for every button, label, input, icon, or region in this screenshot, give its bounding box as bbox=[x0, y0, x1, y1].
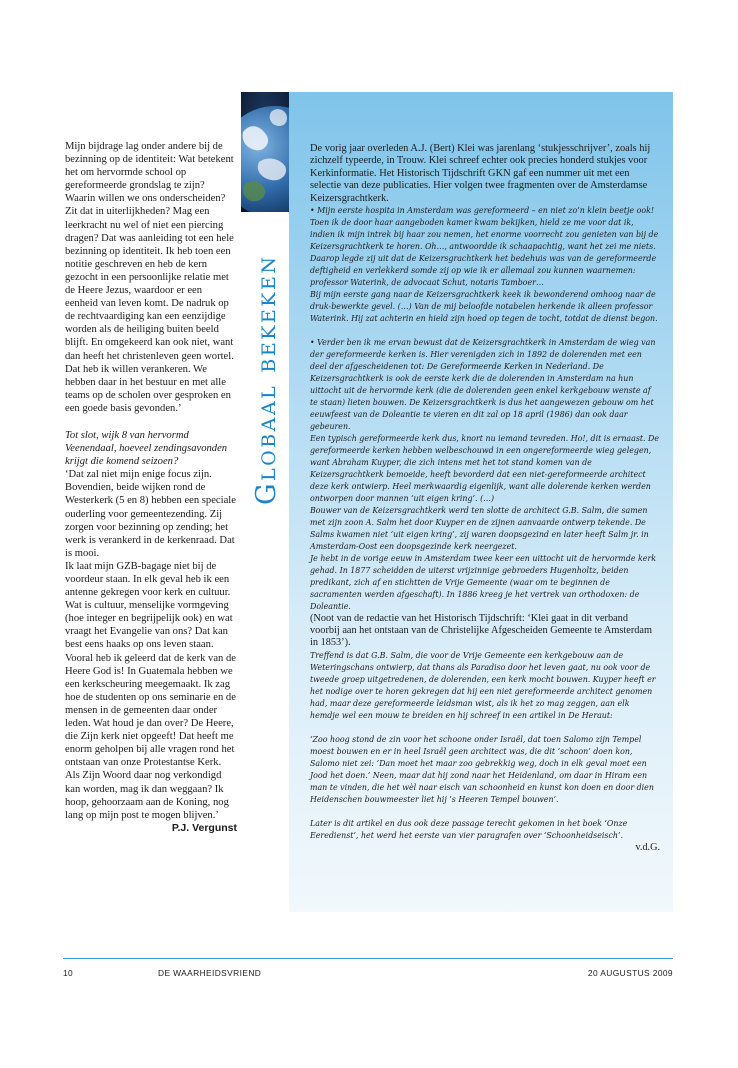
article-body bbox=[310, 143, 660, 854]
fragment-2-paragraph-2: Een typisch gereformeerde kerk dus, knort nu iemand tevreden. Ho!, dit is ernaast. De gereformeerde kerken hebben welbeschouwd in een ongereformeerde wieg gelegen, want Abraham Kuyper, die zich intens met het tot stand komen van de Keizersgrachtkerk bemoeide, heeft bevorderd dat een niet-gereformeerde architect deze kerk ontwierp. Heel merkwaardig eigenlijk, want alle dolerende kerken werden ontworpen door mannen ‘uit eigen kring’. (…) bbox=[310, 434, 660, 504]
footer-rule bbox=[63, 958, 673, 959]
heraut-quote: ‘Zoo hoog stond de zin voor het schoone onder Israël, dat toen Salomo zijn Tempel moest bouwen en er in heel Israël geen architect was, die dit ‘schoon’ doen kon, Salomo niet zei: ‘Dan moet het maar zoo gebrekkig weg, doch in elk geval moet een Jood het doen.’ Neen, maar dat hij zond naar het Heidenland, om daar in Hiram een man te vinden, die het wèl naar eisch van schoonheid en kunst kon doen en door dien Heidenschen bouwmeester liet hij ’s Heeren Tempel bouwen’. bbox=[310, 734, 654, 804]
author-signature: P.J. Vergunst bbox=[171, 821, 237, 834]
fragment-1-paragraph-2: Bij mijn eerste gang naar de Keizersgrachtkerk keek ik bewonderend omhoog naar de druk-bewerkte gevel. (…) Van de mij beloofde notabelen herkende ik alleen professor Waterink. Hij zat achterin en hield zijn hoed op tegen de tocht, totdat de dienst begon. bbox=[310, 290, 658, 324]
fragment-1-paragraph-1: • Mijn eerste hospita in Amsterdam was gereformeerd – en niet zo’n klein beetje ook! Toen ik de door haar aangeboden kamer kwam bekijken, hield ze me voor dat ik, indien ik mijn intrek bij haar zou nemen, het enorme voorrecht zou genieten van bij de Keizersgrachtkerk te horen. Oh…, antwoordde ik schaapachtig, want het zei me niets. Daarop legde zij uit dat de Keizersgrachtkerk het bedehuis was van de gereformeerde deftigheid en verlekkerd somde zij op wie ik er allemaal zou kunnen waarnemen: professor Waterink, de advocaat Schut, notaris Tamboer… bbox=[310, 206, 659, 288]
fragment-2-paragraph-1: • Verder ben ik me ervan bewust dat de Keizersgrachtkerk in Amsterdam de wieg van der gereformeerde kerken is. Hier verenigden zich in 1892 de dolerenden met een deel der afgescheidenen tot: De Gereformeerde Kerken in Nederland. De Keizersgrachtkerk is ook de eerste kerk die de dolerenden in Amsterdam na hun uittocht uit de hervormde kerk (die de dolerenden geen enkel kerkgebouw wenste af te staan) lieten bouwen. De Keizersgrachtkerk is dus het aangewezen gebouw om het eeuwfeest van de Doleantie te vieren en dit zal op 18 april (1986) dan ook daar gebeuren. bbox=[310, 338, 656, 432]
left-column bbox=[65, 140, 237, 835]
globe-image bbox=[241, 92, 289, 212]
interview-question: Tot slot, wijk 8 van hervormd Veenendaal, hoeveel zendingsavonden krijgt die komend seizoen? bbox=[65, 429, 228, 468]
section-title bbox=[245, 215, 285, 515]
publication-name: DE WAARHEIDSVRIEND bbox=[158, 968, 262, 978]
fragment-2-paragraph-5: Treffend is dat G.B. Salm, die voor de Vrije Gemeente een kerkgebouw aan de Weteringschans ontwierp, dat thans als Paradiso door het leven gaat, nu ook voor de tweede groep uitgetredenen, de dolerenden, een kerk mocht bouwen. Kuyper heeft er het nodige over te horen gekregen dat hij een niet gereformeerde architect genomen had, maar deze gereformeerde leidsman wist, als ik het zo mag zeggen, aan elk hemdje wel een mouw te breiden en hij schreef in een artikel in De Heraut: bbox=[310, 650, 656, 720]
spacer bbox=[310, 722, 660, 734]
fragment-2-paragraph-4: Je hebt in de vorige eeuw in Amsterdam twee keer een uittocht uit de hervormde kerk gehad. In 1877 scheidden de uiterst vrijzinnige gebroeders Hugenholtz, beiden predikant, zich af en stichtten de Vrije Gemeente (waar om te beginnen de sacramenten werden afgeschaft). In 1886 kreeg je het vertrek van orthodoxen: de Doleantie. bbox=[310, 554, 656, 612]
issue-date: 20 AUGUSTUS 2009 bbox=[587, 968, 673, 978]
left-answer-1: ‘Dat zal niet mijn enige focus zijn. Bovendien, beide wijken rond de Westerkerk (5 en 8) hebben een speciale ouderling voor gemeentezending. Zij zorgen voor bezinning op zending; het werk is verankerd in de kerkenraad. Dat is mooi. bbox=[65, 469, 236, 559]
fragment-2-paragraph-3: Bouwer van de Keizersgrachtkerk werd ten slotte de architect G.B. Salm, die samen met zijn zoon A. Salm het door Kuyper en de zijnen aanvaarde ontwerp tekende. De Salms kwamen niet ‘uit eigen kring’, zij waren doopsgezind en later heeft Salm jr. in Amsterdam-Oost een doopsgezinde kerk neergezet. bbox=[310, 506, 649, 552]
earth-globe-icon bbox=[241, 92, 289, 212]
author-initials: v.d.G. bbox=[635, 841, 660, 853]
closing-paragraph: Later is dit artikel en dus ook deze passage terecht gekomen in het boek ‘Onze Eeredienst’, het werd het eerste van vier paragrafen over ‘Schoonheidseisch’. bbox=[310, 818, 628, 840]
left-answer-2: Ik laat mijn GZB-bagage niet bij de voordeur staan. In elk geval heb ik een antenne gekregen voor kerk en cultuur. Wat is cultuur, menselijke vormgeving (hoe integer en begrijpelijk ook) en wat vraagt het Evangelie van ons? Dat kan best eens haaks op ons leven staan. bbox=[65, 560, 233, 651]
article-intro: De vorig jaar overleden A.J. (Bert) Klei was jarenlang ‘stukjesschrijver’, zoals hij zichzelf typeerde, in Trouw. Klei schreef echter ook precies honderd stukjes voor Kerkinformatie. Het Historisch Tijdschrift GKN gaf een nummer uit met een selectie van deze publicaties. Hier volgen twee fragmenten over de Amsterdamse Keizersgrachtkerk. bbox=[310, 143, 651, 204]
section-title-text: Globaal bekeken bbox=[251, 254, 282, 505]
spacer bbox=[310, 325, 660, 337]
left-paragraph-1: Mijn bijdrage lag onder andere bij de bezinning op de identiteit: Wat betekent het om hervormde school op gereformeerde grondslag te zijn? Waarin willen we ons onderscheiden? Zit dat in uiterlijkheden? Mag een leerkracht nu wel of niet een piercing dragen? Dat was aanleiding tot een hele bezinning op identiteit. Ik heb toen een notitie geschreven en heb de kern gezocht in een persoonlijke relatie met de Heere Jezus, waardoor er een eenheid van leven komt. De nadruk op de rechtvaardiging kan een eenzijdige worden als de heiliging buiten beeld blijft. En omgekeerd kan ook niet, want dan heeft het christenleven geen wortel. Dat heb ik willen verankeren. We hebben daar in het bestuur en met alle teams op de scholen over gesproken en een goede basis gevonden.’ bbox=[65, 141, 234, 414]
left-answer-3: Vooral heb ik geleerd dat de kerk van de Heere God is! In Guatemala hebben we een kerkscheuring meegemaakt. Ik zag hoe de studenten op ons seminarie en de mensen in de gemeenten daar onder leden. Wat houd je dan over? De Heere, die Zijn kerk niet opgeeft! Dat heeft me enorm geholpen bij alle vragen rond het ontstaan van onze Protestantse Kerk. Als Zijn Woord daar nog verkondigd kan worden, mag ik dan weggaan? Ik hoop, gehoorzaam aan de Koning, nog lang op mijn post te mogen blijven.’ bbox=[65, 652, 237, 821]
page-number: 10 bbox=[63, 968, 74, 978]
spacer bbox=[310, 806, 660, 818]
editor-note: (Noot van de redactie van het Historisch Tijdschrift: ‘Klei gaat in dit verband voorbij aan het ontstaan van de Christelijke Afgescheiden Gemeente te Amsterdam in 1853’). bbox=[310, 613, 652, 649]
